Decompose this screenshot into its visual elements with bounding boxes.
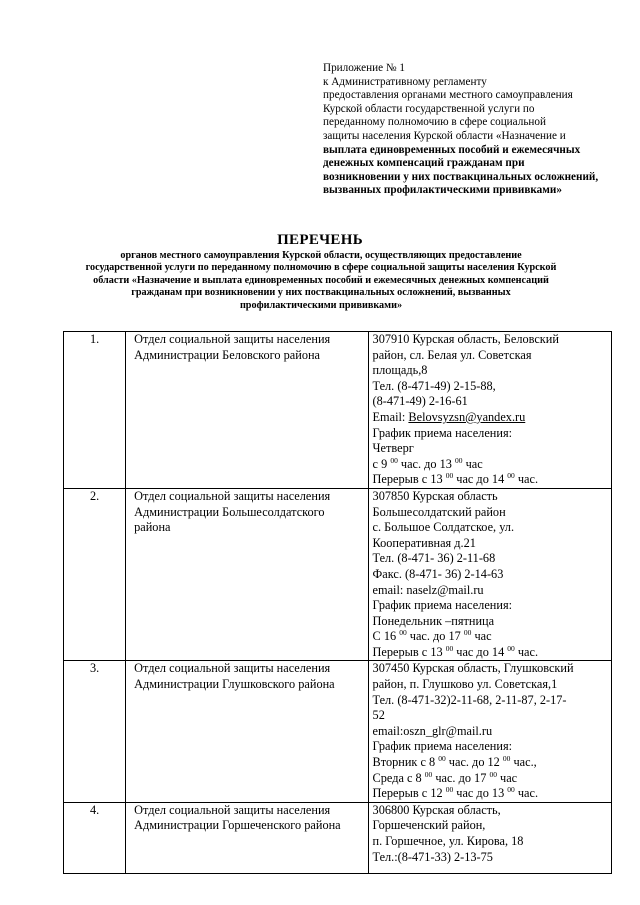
fax-line: Факс. (8-471- 36) 2-14-63 <box>372 566 504 581</box>
agency-name: Отдел социальной защиты населения Администрации Большесолдатского района <box>126 488 368 661</box>
address-line: 307910 Курская область, Беловский <box>372 332 559 346</box>
agency-contacts <box>368 488 611 661</box>
address-line: район, п. Глушково ул. Советская,1 <box>372 677 558 692</box>
agency-name: Отдел социальной защиты населения Администрации Глушковского района <box>126 661 368 802</box>
address-line: район, сл. Белая ул. Советская <box>372 347 532 362</box>
row-number: 1. <box>64 332 126 489</box>
appendix-header <box>323 62 623 198</box>
schedule-day: Понедельник –пятница <box>372 613 495 628</box>
address-line: Большесолдатский район <box>372 504 506 519</box>
table-row <box>64 661 612 802</box>
row-number: 3. <box>64 661 126 802</box>
document-title: ПЕРЕЧЕНЬ <box>277 232 363 248</box>
table-row <box>64 802 612 873</box>
agencies-table <box>63 331 612 874</box>
agency-name: Отдел социальной защиты населения Администрации Горшеченского района <box>126 802 368 873</box>
subtitle-line: области «Назначение и выплата единовременных пособий и ежемесячных денежных компенсаций <box>93 274 549 286</box>
appendix-line: Приложение № 1 <box>323 62 405 74</box>
phone-line: Тел. (8-471-32)2-11-68, 2-11-87, 2-17- <box>372 692 567 707</box>
email-link[interactable]: Belovsyzsn@yandex.ru <box>408 409 526 424</box>
appendix-line: Курской области государственной услуги по <box>323 102 535 115</box>
address-line: 307450 Курская область, Глушковский <box>372 661 574 676</box>
subtitle-line: государственной услуги по переданному полномочию в сфере социальной защиты населения Курской <box>85 262 557 274</box>
address-line: Кооперативная д.21 <box>372 535 476 550</box>
schedule-title: График приема населения: <box>372 598 513 613</box>
agency-name: Отдел социальной защиты населения Администрации Беловского района <box>126 332 368 489</box>
phone-line: (8-471-49) 2-16-61 <box>372 394 468 409</box>
appendix-line: выплата единовременных пособий и ежемесячных <box>323 143 581 156</box>
appendix-line: предоставления органами местного самоуправления <box>323 89 573 102</box>
address-line: 307850 Курская область <box>372 488 498 503</box>
appendix-line: защиты населения Курской области «Назначение и <box>323 129 566 142</box>
schedule-title: График приема населения: <box>372 739 513 754</box>
subtitle-line: профилактическими прививками» <box>239 299 403 311</box>
address-line: 306800 Курская область, <box>372 802 501 817</box>
phone-line: 52 <box>372 708 385 723</box>
work-hours: С 16 $^{00}$ час. до 17 $^{00}$ час <box>372 628 492 644</box>
agency-contacts <box>368 661 611 802</box>
appendix-line: денежных компенсаций гражданам при <box>323 157 525 170</box>
break-hours: Перерыв с 12 $^{00}$ час до 13 $^{00}$ час. <box>372 785 539 801</box>
work-hours: с 9 $^{00}$ час. до 13 $^{00}$ час <box>372 455 483 471</box>
appendix-line: возникновении у них поствакцинальных осложнений, <box>323 170 599 183</box>
row-number: 2. <box>64 488 126 661</box>
schedule-title: График приема населения: <box>372 425 513 440</box>
email-line: email: naselz@mail.ru <box>372 582 484 597</box>
table-row <box>64 332 612 489</box>
row-number: 4. <box>64 802 126 873</box>
appendix-line: вызванных профилактическими прививками» <box>323 184 562 197</box>
address-line: Горшеченский район, <box>372 818 486 833</box>
appendix-line: к Административному регламенту <box>323 75 487 88</box>
email-line: Email: Belovsyzsn@yandex.ru <box>372 409 526 424</box>
subtitle-line: гражданам при возникновении у них поствакцинальных осложнений, вызванных <box>131 287 511 299</box>
work-hours: Среда с 8 $^{00}$ час. до 17 $^{00}$ час <box>372 769 518 785</box>
break-hours: Перерыв с 13 $^{00}$ час до 14 $^{00}$ час. <box>372 471 539 487</box>
work-hours: Вторник с 8 $^{00}$ час. до 12 $^{00}$ час., <box>372 753 537 770</box>
agency-contacts <box>368 332 611 489</box>
address-line: с. Большое Солдатское, ул. <box>372 520 515 535</box>
phone-line: Тел. (8-471-49) 2-15-88, <box>372 378 496 393</box>
agency-contacts <box>368 802 611 873</box>
address-line: п. Горшечное, ул. Кирова, 18 <box>372 834 524 848</box>
break-hours: Перерыв с 13 $^{00}$ час до 14 $^{00}$ час. <box>372 643 539 659</box>
phone-line: Тел.:(8-471-33) 2-13-75 <box>372 849 493 864</box>
table-row <box>64 488 612 661</box>
address-line: площадь,8 <box>372 363 428 378</box>
document-subtitle <box>82 250 560 312</box>
appendix-line: переданному полномочию в сфере социальной <box>323 116 546 129</box>
schedule-day: Четверг <box>372 441 414 456</box>
email-line: email:oszn_glr@mail.ru <box>372 723 493 738</box>
phone-line: Тел. (8-471- 36) 2-11-68 <box>372 551 496 566</box>
subtitle-line: органов местного самоуправления Курской области, осуществляющих предоставление <box>120 250 522 261</box>
